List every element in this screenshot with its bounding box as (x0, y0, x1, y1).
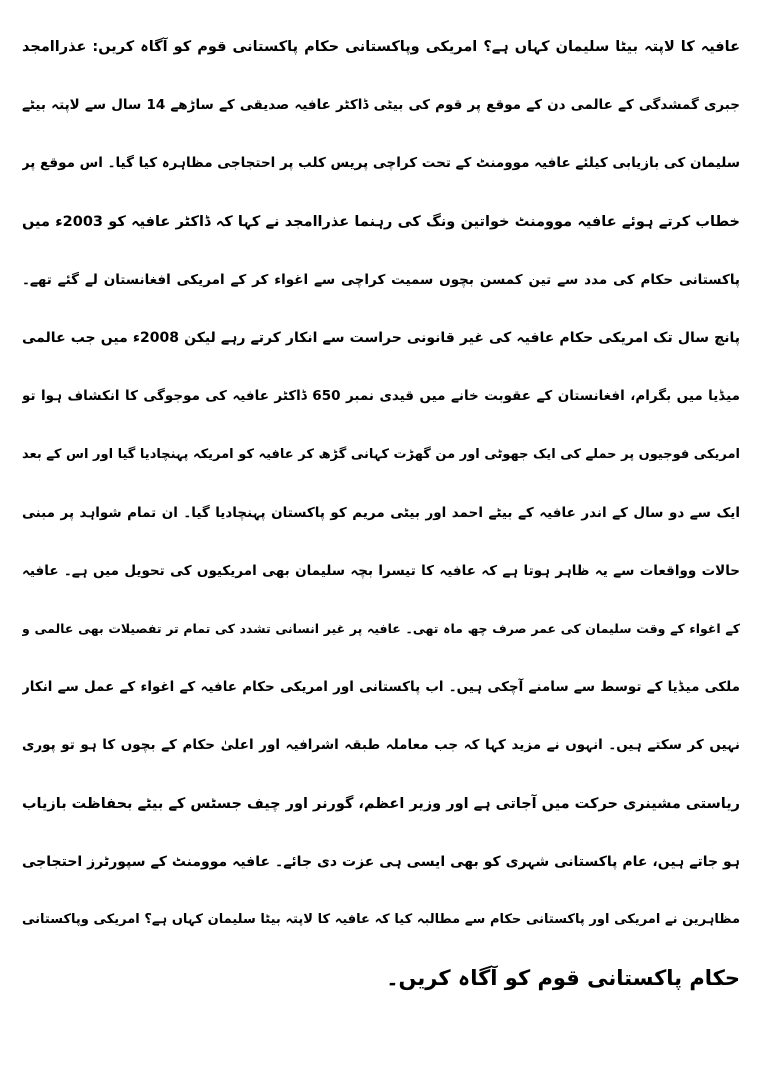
text-line (22, 367, 740, 425)
text-line-content: نہیں کر سکتے ہیں۔ انہوں نے مزید کہا کہ جب معاملہ طبقہ اشرافیہ اور اعلیٰ حکام کے بچوں کا ہو تو پوری (22, 737, 740, 754)
text-line (22, 76, 740, 134)
text-line (22, 425, 740, 483)
text-line-content: ہو جاتے ہیں، عام پاکستانی شہری کو بھی ایسی ہی عزت دی جائے۔ عافیہ موومنٹ کے سپورٹرز احتجاجی (22, 853, 740, 870)
text-line (22, 716, 740, 774)
text-line (22, 251, 740, 309)
text-line-content: خطاب کرتے ہوئے عافیہ موومنٹ خواتین ونگ کی رہنما عذراامجد نے کہا کہ ڈاکٹر عافیہ کو 2003ء میں (22, 213, 740, 230)
text-line-content: پانچ سال تک امریکی حکام عافیہ کی غیر قانونی حراست سے انکار کرتے رہے لیکن 2008ء میں جب عالمی (22, 330, 740, 347)
text-line (22, 658, 740, 716)
text-line-content: جبری گمشدگی کے عالمی دن کے موقع پر قوم کی بیٹی ڈاکٹر عافیہ صدیقی کے ساڑھے 14 سال سے لاپتہ بیٹے (22, 97, 740, 114)
text-line-content: سلیمان کی بازیابی کیلئے عافیہ موومنٹ کے تحت کراچی پریس کلب پر احتجاجی مظاہرہ کیا گیا۔ اس موقع پر (22, 155, 740, 172)
text-line (22, 600, 740, 658)
text-line-content: امریکی فوجیوں پر حملے کی ایک جھوٹی اور من گھڑت کہانی گڑھ کر عافیہ کو امریکہ پہنچادیا گیا اور اس کے بعد (22, 446, 740, 462)
text-line-content: پاکستانی حکام کی مدد سے تین کمسن بچوں سمیت کراچی سے اغواء کر کے امریکی افغانستان لے گئے تھے۔ (22, 271, 740, 288)
text-line-content: ریاستی مشینری حرکت میں آجاتی ہے اور وزیر اعظم، گورنر اور چیف جسٹس کے بیٹے بحفاظت بازیاب (22, 795, 740, 812)
text-line (22, 18, 740, 76)
text-line (22, 833, 740, 891)
text-line-content: کے اغواء کے وقت سلیمان کی عمر صرف چھ ماہ تھی۔ عافیہ پر غیر انسانی تشدد کی تمام تر تفصیلات بھی عالمی و (22, 621, 740, 637)
text-line (22, 949, 740, 1007)
text-line (22, 484, 740, 542)
text-line (22, 542, 740, 600)
text-line-content: عافیہ کا لاپتہ بیٹا سلیمان کہاں ہے؟ امریکی وپاکستانی حکام پاکستانی قوم کو آگاہ کریں: عذراامجد (22, 39, 740, 56)
text-line-content: ایک سے دو سال کے اندر عافیہ کے بیٹے احمد اور بیٹی مریم کو پاکستان پہنچادیا گیا۔ ان تمام شواہد پر مبنی (22, 504, 740, 521)
article-body (22, 18, 740, 1070)
text-line-content: حالات وواقعات سے یہ ظاہر ہوتا ہے کہ عافیہ کا تیسرا بچہ سلیمان بھی امریکیوں کی تحویل میں ہے۔ عافیہ (22, 562, 740, 579)
text-line (22, 309, 740, 367)
text-line-content: حکام پاکستانی قوم کو آگاہ کریں۔ (386, 966, 740, 991)
text-line (22, 891, 740, 949)
text-line (22, 774, 740, 832)
text-line-content: مظاہرین نے امریکی اور پاکستانی حکام سے مطالبہ کیا کہ عافیہ کا لاپتہ بیٹا سلیمان کہاں ہے؟ امریکی وپاکستانی (22, 912, 740, 928)
text-line-content: ملکی میڈیا کے توسط سے سامنے آچکی ہیں۔ اب پاکستانی اور امریکی حکام عافیہ کے اغواء کے عمل سے انکار (22, 679, 740, 696)
text-line-content: میڈیا میں بگرام، افغانستان کے عقوبت خانے میں قیدی نمبر 650 ڈاکٹر عافیہ کی موجوگی کا انکشاف ہوا تو (22, 388, 740, 405)
text-line (22, 193, 740, 251)
text-line (22, 134, 740, 192)
